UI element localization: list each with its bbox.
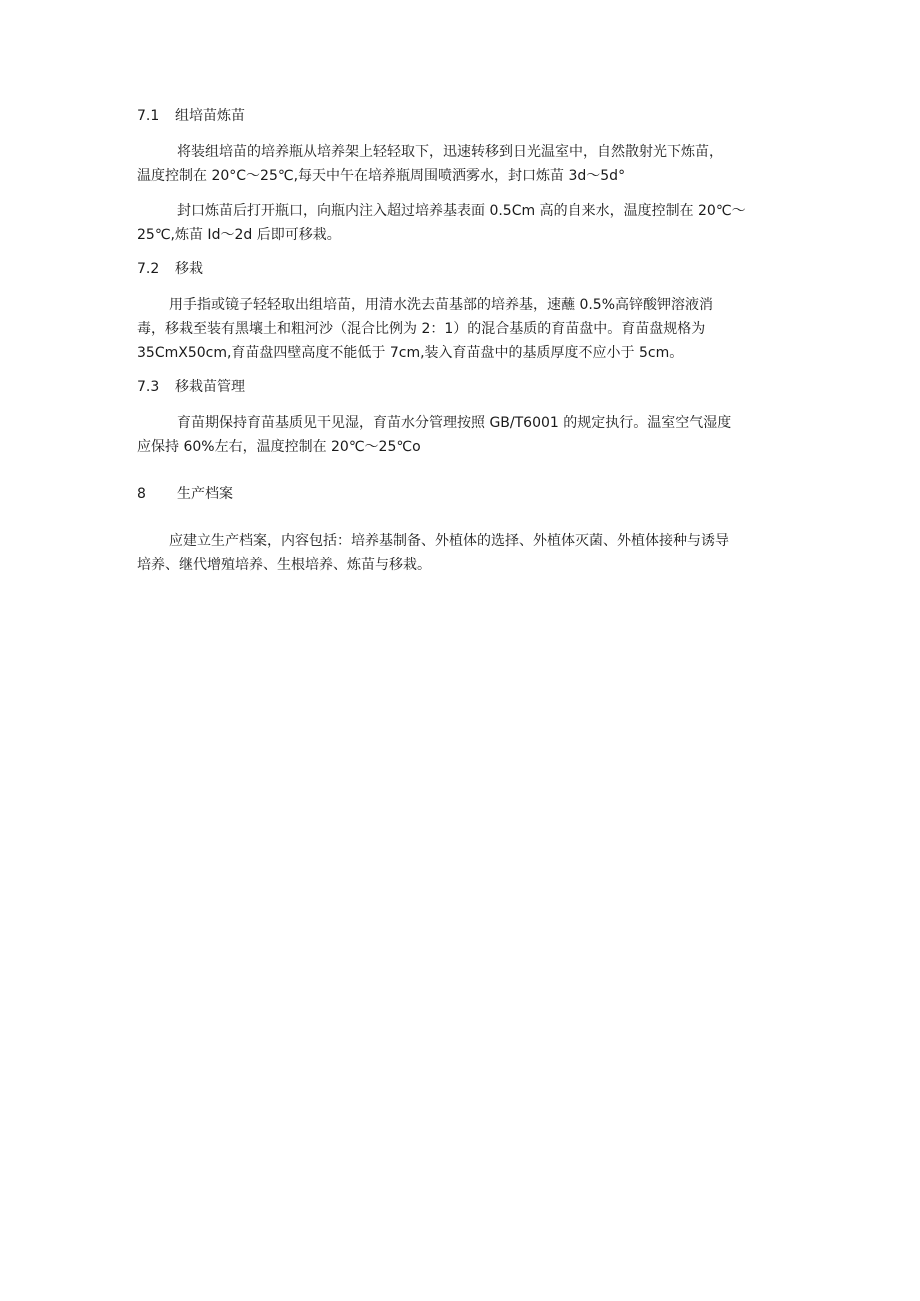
section-number: 7.2 <box>137 261 160 277</box>
section-title: 生产档案 <box>177 486 233 502</box>
section-heading-7-1 <box>137 106 245 126</box>
paragraph-line: 25℃,炼苗 Id～2d 后即可移栽。 <box>137 227 341 243</box>
paragraph-7-1-a <box>137 140 797 188</box>
paragraph-line: 毒，移栽至装有黑壤土和粗河沙（混合比例为 2：1）的混合基质的育苗盘中。育苗盘规格为 <box>137 321 706 337</box>
paragraph-7-2 <box>137 293 797 365</box>
paragraph-line: 培养、继代增殖培养、生根培养、炼苗与移栽。 <box>137 557 431 573</box>
section-number: 7.1 <box>137 108 160 124</box>
paragraph-line: 应建立生产档案，内容包括：培养基制备、外植体的选择、外植体灭菌、外植体接种与诱导 <box>169 533 729 549</box>
section-number: 7.3 <box>137 379 160 395</box>
paragraph-8 <box>137 529 797 577</box>
section-heading-7-3 <box>137 377 245 397</box>
paragraph-line: 用手指或镜子轻轻取出组培苗，用清水洗去苗基部的培养基，速蘸 0.5%高锌酸钾溶液消 <box>169 297 714 313</box>
paragraph-line: 温度控制在 20°C～25℃,每天中午在培养瓶周围喷洒雾水，封口炼苗 3d～5d° <box>137 168 626 184</box>
paragraph-line: 35CmX50cm,育苗盘四壁高度不能低于 7cm,装入育苗盘中的基质厚度不应小于 5cm。 <box>137 345 684 361</box>
section-heading-8 <box>137 484 233 504</box>
paragraph-line: 封口炼苗后打开瓶口，向瓶内注入超过培养基表面 0.5Cm 高的自来水，温度控制在 20℃～ <box>177 203 746 219</box>
paragraph-line: 应保持 60%左右，温度控制在 20℃～25℃o <box>137 439 421 455</box>
section-title: 移栽苗管理 <box>175 379 245 395</box>
section-title: 移栽 <box>175 261 203 277</box>
paragraph-7-1-b <box>137 199 797 247</box>
paragraph-7-3 <box>137 411 797 459</box>
section-heading-7-2 <box>137 259 203 279</box>
paragraph-line: 将装组培苗的培养瓶从培养架上轻轻取下，迅速转移到日光温室中，自然散射光下炼苗， <box>177 144 723 160</box>
paragraph-line: 育苗期保持育苗基质见干见湿，育苗水分管理按照 GB/T6001 的规定执行。温室空气湿度 <box>177 415 732 431</box>
section-number: 8 <box>137 486 146 502</box>
section-title: 组培苗炼苗 <box>175 108 245 124</box>
